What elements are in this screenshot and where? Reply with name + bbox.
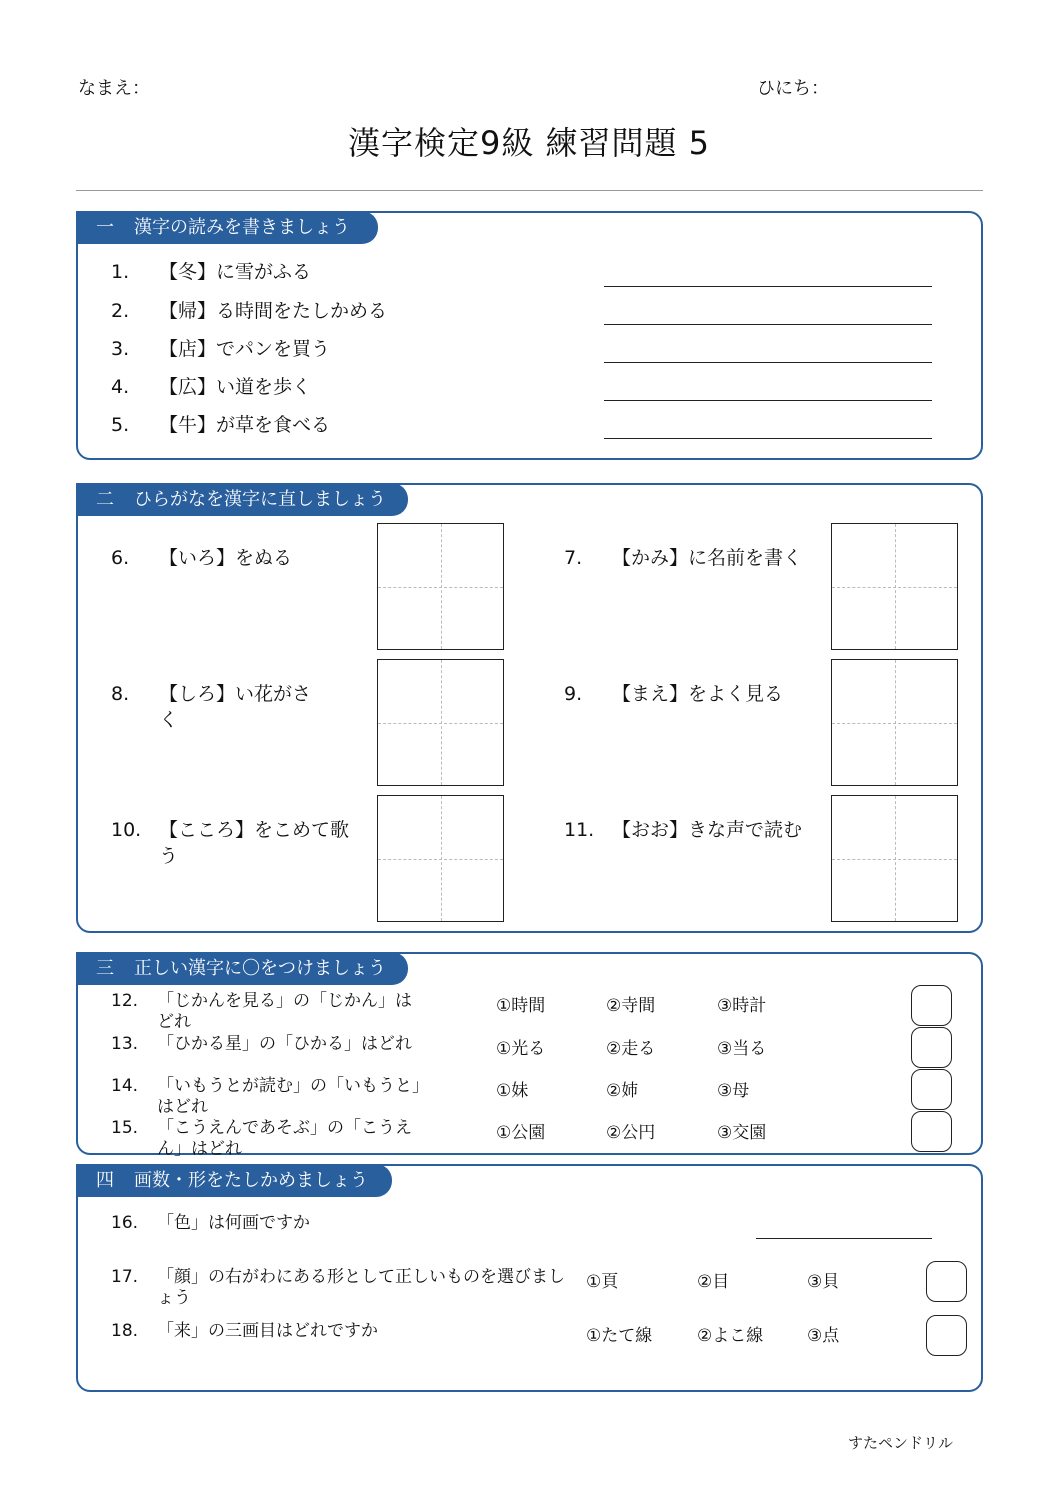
question-text: 【店】でパンを買う xyxy=(159,338,331,360)
option-12-2[interactable]: ②寺間 xyxy=(606,996,656,1016)
section-reading-tag xyxy=(76,211,378,244)
question-number: 3. xyxy=(111,338,130,360)
question-number: 11. xyxy=(564,819,595,841)
question-text: 「ひかる星」の「ひかる」はどれ xyxy=(157,1034,412,1054)
section-title: 画数・形をたしかめましょう xyxy=(134,1170,368,1191)
section-number: 二 xyxy=(96,489,114,510)
question-13 xyxy=(111,1034,421,1055)
option-12-3[interactable]: ③時計 xyxy=(717,996,767,1016)
question-number: 18. xyxy=(111,1321,139,1341)
writing-box-6[interactable] xyxy=(377,523,504,650)
question-14 xyxy=(111,1076,421,1118)
question-17 xyxy=(111,1267,566,1309)
question-12 xyxy=(111,991,421,1033)
answer-box-12[interactable] xyxy=(911,985,952,1026)
question-number: 1. xyxy=(111,261,130,283)
option-14-1[interactable]: ①妹 xyxy=(496,1081,529,1101)
writing-box-10[interactable] xyxy=(377,795,504,922)
option-18-1[interactable]: ①たて線 xyxy=(586,1326,653,1346)
answer-box-15[interactable] xyxy=(911,1111,952,1152)
question-2 xyxy=(111,296,387,323)
question-number: 17. xyxy=(111,1267,139,1287)
question-text: 「じかんを見る」の「じかん」はどれ xyxy=(157,991,412,1032)
answer-box-13[interactable] xyxy=(911,1027,952,1068)
answer-line-4[interactable] xyxy=(604,400,932,401)
section-title: 漢字の読みを書きましょう xyxy=(134,217,350,238)
question-text: 【おお】きな声で読む xyxy=(612,819,803,841)
question-number: 13. xyxy=(111,1034,139,1054)
question-number: 10. xyxy=(111,819,142,841)
question-4 xyxy=(111,372,311,399)
option-15-2[interactable]: ②公円 xyxy=(606,1123,656,1143)
question-number: 5. xyxy=(111,414,130,436)
option-12-1[interactable]: ①時間 xyxy=(496,996,546,1016)
question-text: 【こころ】をこめて歌う xyxy=(159,819,350,867)
question-text: 【広】い道を歩く xyxy=(159,376,312,398)
name-label: なまえ： xyxy=(78,78,150,99)
question-number: 4. xyxy=(111,376,130,398)
section-number: 四 xyxy=(96,1170,114,1191)
option-14-3[interactable]: ③母 xyxy=(717,1081,750,1101)
question-number: 15. xyxy=(111,1118,139,1138)
question-number: 12. xyxy=(111,991,139,1011)
question-text: 【しろ】い花がさく xyxy=(159,683,312,731)
question-number: 16. xyxy=(111,1213,139,1233)
answer-box-14[interactable] xyxy=(911,1069,952,1110)
question-10 xyxy=(111,817,361,869)
question-text: 「こうえんであそぶ」の「こうえん」はどれ xyxy=(157,1118,412,1159)
question-text: 「顔」の右がわにある形として正しいものを選びましょう xyxy=(157,1267,565,1308)
answer-line-1[interactable] xyxy=(604,286,932,287)
question-text: 【帰】る時間をたしかめる xyxy=(159,300,388,322)
page-title: 漢字検定9級 練習問題 5 xyxy=(347,124,711,162)
header-divider xyxy=(76,190,983,191)
question-number: 7. xyxy=(564,547,583,569)
section-title: 正しい漢字に〇をつけましょう xyxy=(134,958,386,979)
answer-line-5[interactable] xyxy=(604,438,932,439)
question-text: 【かみ】に名前を書く xyxy=(612,547,803,569)
question-number: 2. xyxy=(111,300,130,322)
question-text: 「いもうとが読む」の「いもうと」はどれ xyxy=(157,1076,421,1117)
question-text: 【冬】に雪がふる xyxy=(159,261,312,283)
question-18 xyxy=(111,1321,566,1342)
question-5 xyxy=(111,410,330,437)
answer-line-3[interactable] xyxy=(604,362,932,363)
section-title: ひらがなを漢字に直しましょう xyxy=(134,489,386,510)
option-15-1[interactable]: ①公園 xyxy=(496,1123,546,1143)
option-13-2[interactable]: ②走る xyxy=(606,1039,656,1059)
footer-brand: すたペンドリル xyxy=(848,1434,954,1452)
question-6 xyxy=(111,545,321,571)
section-choice-tag xyxy=(76,952,408,985)
writing-box-11[interactable] xyxy=(831,795,958,922)
section-writing-tag xyxy=(76,483,408,516)
option-14-2[interactable]: ②姉 xyxy=(606,1081,639,1101)
answer-line-2[interactable] xyxy=(604,324,932,325)
option-17-1[interactable]: ①頁 xyxy=(586,1272,619,1292)
date-label: ひにち： xyxy=(757,78,829,99)
option-18-3[interactable]: ③点 xyxy=(807,1326,840,1346)
question-1 xyxy=(111,257,311,284)
writing-box-9[interactable] xyxy=(831,659,958,786)
answer-line-16[interactable] xyxy=(756,1238,932,1239)
section-number: 三 xyxy=(96,958,114,979)
option-17-3[interactable]: ③貝 xyxy=(807,1272,840,1292)
section-number: 一 xyxy=(96,217,114,238)
question-text: 「色」は何画ですか xyxy=(157,1213,310,1233)
question-number: 9. xyxy=(564,683,583,705)
answer-box-17[interactable] xyxy=(926,1261,967,1302)
option-13-1[interactable]: ①光る xyxy=(496,1039,546,1059)
question-number: 8. xyxy=(111,683,130,705)
section-strokes-tag xyxy=(76,1164,392,1197)
question-text: 【牛】が草を食べる xyxy=(159,414,331,436)
question-9 xyxy=(564,681,824,707)
writing-box-7[interactable] xyxy=(831,523,958,650)
question-16 xyxy=(111,1213,531,1234)
question-8 xyxy=(111,681,321,733)
question-text: 【いろ】をぬる xyxy=(159,547,293,569)
question-7 xyxy=(564,545,824,571)
writing-box-8[interactable] xyxy=(377,659,504,786)
option-13-3[interactable]: ③当る xyxy=(717,1039,767,1059)
option-15-3[interactable]: ③交園 xyxy=(717,1123,767,1143)
question-number: 6. xyxy=(111,547,130,569)
option-18-2[interactable]: ②よこ線 xyxy=(697,1326,764,1346)
question-15 xyxy=(111,1118,421,1160)
answer-box-18[interactable] xyxy=(926,1315,967,1356)
question-text: 「来」の三画目はどれですか xyxy=(157,1321,378,1341)
question-11 xyxy=(564,817,824,843)
question-number: 14. xyxy=(111,1076,139,1096)
question-3 xyxy=(111,334,330,361)
question-text: 【まえ】をよく見る xyxy=(612,683,784,705)
option-17-2[interactable]: ②目 xyxy=(697,1272,730,1292)
